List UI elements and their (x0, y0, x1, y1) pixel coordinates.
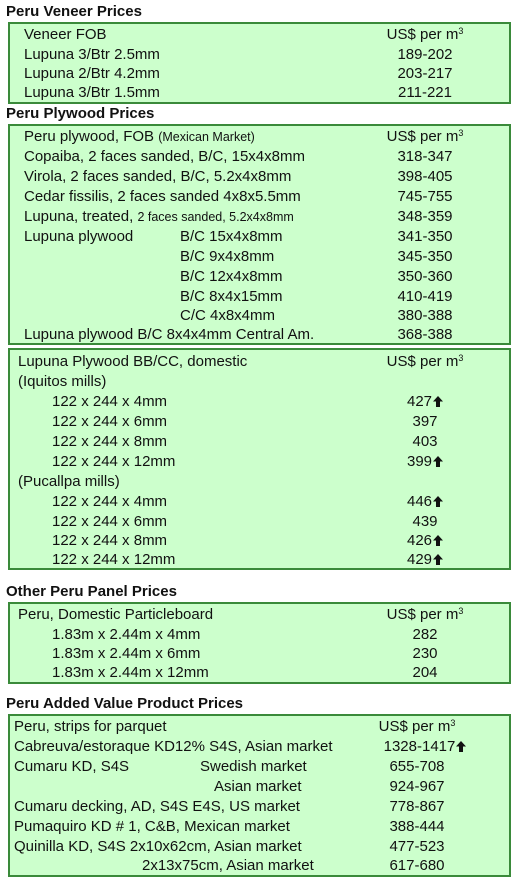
row-price: 211-221 (398, 84, 452, 101)
row-price: 439 (412, 513, 438, 530)
table-row (10, 432, 509, 452)
plywood-title: Peru plywood, FOB (Mexican Market) (24, 128, 255, 145)
plywood-price-table (8, 124, 511, 345)
plywood-header-row (10, 127, 509, 147)
row-price: 341-350 (397, 228, 453, 245)
added-title: Peru, strips for parquet (14, 718, 167, 735)
row-price: 204 (412, 664, 438, 681)
subgroup-label (10, 472, 509, 492)
domestic-title: Lupuna Plywood BB/CC, domestic (18, 353, 248, 370)
veneer-header-row (10, 25, 509, 45)
section-heading-veneer: Peru Veneer Prices (6, 3, 142, 20)
table-row (10, 267, 509, 287)
unit-label: US$ per $m^3$ (378, 718, 456, 735)
table-row (10, 663, 509, 683)
veneer-price-table (8, 22, 511, 104)
row-label: Pumaquiro KD # 1, C&B, Mexican market (14, 818, 290, 835)
added-value-price-table (8, 714, 511, 877)
row-price: 318-347 (397, 148, 453, 165)
row-price: 203-217 (397, 65, 453, 82)
unit-label: US$ per $m^3$ (386, 353, 464, 370)
table-row (10, 147, 509, 167)
row-grade: B/C 9x4x8mm (180, 248, 275, 265)
row-label: Copaiba, 2 faces sanded, B/C, 15x4x8mm (24, 148, 305, 165)
table-row (10, 392, 509, 412)
table-row (10, 644, 509, 664)
section-heading-added-value: Peru Added Value Product Prices (6, 695, 244, 712)
row-label: Quinilla KD, S4S 2x10x62cm, Asian market (14, 838, 302, 855)
table-row (10, 625, 509, 645)
row-market: Swedish market (200, 758, 307, 775)
table-row (10, 83, 509, 103)
table-row (10, 325, 509, 345)
row-label: Virola, 2 faces sanded, B/C, 5.2x4x8mm (24, 168, 292, 185)
added-header-row (10, 717, 509, 737)
panel-title: Peru, Domestic Particleboard (18, 606, 214, 623)
row-price: 388-444 (389, 818, 445, 835)
row-label: Cabreuva/estoraque KD12% S4S, Asian market (14, 738, 333, 755)
table-row (10, 856, 509, 876)
domestic-header-row (10, 352, 509, 372)
table-row (10, 837, 509, 857)
row-grade: C/C 4x8x4mm (180, 307, 276, 324)
row-price: 924-967 (389, 778, 445, 795)
row-label: Lupuna 2/Btr 4.2mm (24, 65, 160, 82)
veneer-title: Veneer FOB (24, 26, 107, 43)
row-price: 368-388 (397, 326, 453, 343)
row-label: Lupuna 3/Btr 1.5mm (24, 84, 160, 101)
table-row (10, 550, 509, 570)
table-row (10, 187, 509, 207)
row-label: Cumaru KD, S4S (14, 758, 130, 775)
row-label: 1.83m x 2.44m x 6mm (52, 645, 201, 662)
row-grade: B/C 8x4x15mm (180, 288, 283, 305)
row-label: 122 x 244 x 8mm (52, 532, 168, 549)
table-row (10, 797, 509, 817)
table-row (10, 227, 509, 247)
table-row (10, 817, 509, 837)
table-row (10, 412, 509, 432)
table-row (10, 306, 509, 326)
row-price: 427 (370, 392, 480, 412)
row-market: 2x13x75cm, Asian market (142, 857, 314, 874)
row-label: Cumaru decking, AD, S4S E4S, US market (14, 798, 300, 815)
table-row (10, 207, 509, 227)
row-price: 655-708 (389, 758, 445, 775)
particleboard-price-table (8, 602, 511, 684)
table-row (10, 757, 509, 777)
row-price: 397 (412, 413, 438, 430)
row-price: 399 (370, 452, 480, 472)
row-price: 398-405 (397, 168, 453, 185)
row-price: 282 (412, 626, 438, 643)
table-row (10, 45, 509, 65)
row-label: 122 x 244 x 4mm (52, 393, 168, 410)
table-row (10, 531, 509, 551)
row-price: 345-350 (397, 248, 453, 265)
row-label: Lupuna plywood (24, 228, 134, 245)
row-label: 1.83m x 2.44m x 4mm (52, 626, 201, 643)
row-price: 410-419 (397, 288, 453, 305)
unit-label: US$ per $m^3$ (386, 606, 464, 623)
up-arrow-icon (433, 496, 443, 507)
row-label: 122 x 244 x 12mm (52, 453, 176, 470)
row-label: 122 x 244 x 6mm (52, 413, 168, 430)
row-label: Lupuna, treated, 2 faces sanded, 5.2x4x8mm (24, 208, 294, 225)
row-label: 122 x 244 x 12mm (52, 551, 176, 568)
row-price: 446 (370, 492, 480, 512)
table-row (10, 167, 509, 187)
row-grade: B/C 15x4x8mm (180, 228, 283, 245)
table-row (10, 737, 509, 757)
up-arrow-icon (433, 396, 443, 407)
row-label: 122 x 244 x 8mm (52, 433, 168, 450)
row-price: 477-523 (389, 838, 445, 855)
row-price: 403 (412, 433, 438, 450)
row-price: 230 (412, 645, 438, 662)
row-price: 380-388 (397, 307, 453, 324)
table-row (10, 287, 509, 307)
up-arrow-icon (433, 554, 443, 565)
row-price: 429 (370, 550, 480, 570)
panel-header-row (10, 605, 509, 625)
row-market: Asian market (214, 778, 302, 795)
row-label: 1.83m x 2.44m x 12mm (52, 664, 209, 681)
up-arrow-icon (456, 741, 466, 752)
row-price: 350-360 (397, 268, 453, 285)
row-label: Lupuna 3/Btr 2.5mm (24, 46, 160, 63)
row-price: 426 (370, 531, 480, 551)
row-label: Cedar fissilis, 2 faces sanded 4x8x5.5mm (24, 188, 301, 205)
row-grade: B/C 12x4x8mm (180, 268, 283, 285)
table-row (10, 452, 509, 472)
unit-label: US$ per $m^3$ (386, 26, 464, 43)
domestic-plywood-table (8, 348, 511, 570)
table-row (10, 512, 509, 532)
table-row (10, 247, 509, 267)
row-label: 122 x 244 x 6mm (52, 513, 168, 530)
up-arrow-icon (433, 535, 443, 546)
row-label: Lupuna plywood B/C 8x4x4mm Central Am. (24, 326, 315, 343)
row-price: 745-755 (397, 188, 453, 205)
row-price: 778-867 (389, 798, 445, 815)
row-price: 1328-1417 (362, 737, 488, 757)
table-row (10, 64, 509, 84)
table-row (10, 492, 509, 512)
mill-label-pucallpa: (Pucallpa mills) (18, 473, 120, 490)
row-price: 348-359 (397, 208, 453, 225)
table-row (10, 777, 509, 797)
section-heading-panel: Other Peru Panel Prices (6, 583, 177, 600)
subgroup-label (10, 372, 509, 392)
row-price: 189-202 (397, 46, 453, 63)
row-price: 617-680 (389, 857, 445, 874)
unit-label: US$ per $m^3$ (386, 128, 464, 145)
section-heading-plywood: Peru Plywood Prices (6, 105, 155, 122)
row-label: 122 x 244 x 4mm (52, 493, 168, 510)
mill-label-iquitos: (Iquitos mills) (18, 373, 107, 390)
up-arrow-icon (433, 456, 443, 467)
